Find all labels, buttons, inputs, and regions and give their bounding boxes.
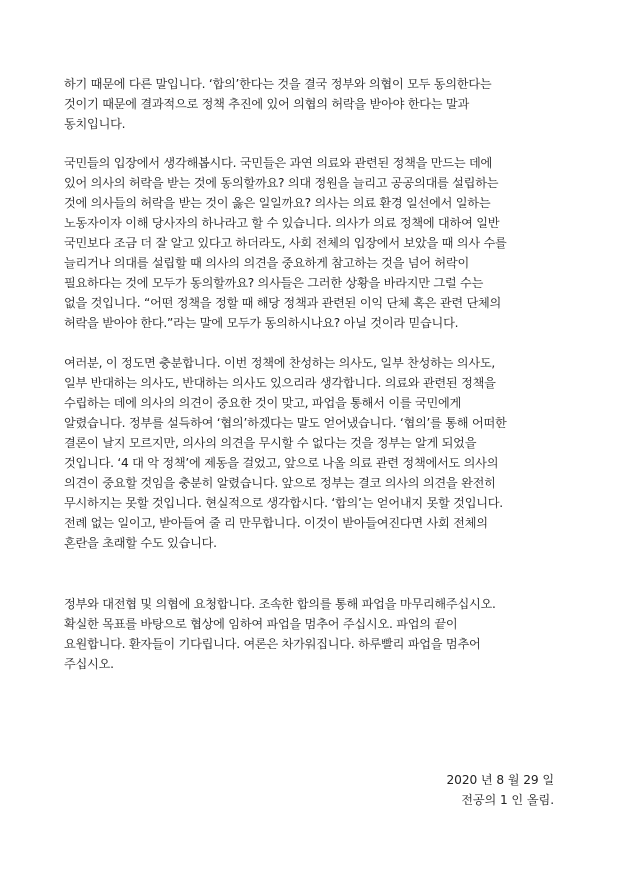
paragraph-3 [64, 353, 564, 553]
text-line: 국민들의 입장에서 생각해봅시다. 국민들은 과연 의료와 관련된 정책을 만드는 데에 [64, 156, 493, 170]
text-line: 노동자이자 이해 당사자의 하나라고 할 수 있습니다. 의사가 의료 정책에 대하여 일반 [64, 216, 500, 230]
paragraph-4 [64, 594, 564, 674]
text-line: 없을 것입니다. “어떤 정책을 정할 때 해당 정책과 관련된 이익 단체 혹은 관련 단체의 [64, 296, 502, 310]
text-line: 여러분, 이 정도면 충분합니다. 이번 정책에 찬성하는 의사도, 일부 찬성하는 의사도, [64, 356, 495, 370]
text-line: 주십시오. [64, 657, 114, 671]
text-line: 것에 의사들의 허락을 받는 것이 옳은 일일까요? 의사는 의료 환경 일선에서 일하는 [64, 196, 491, 210]
paragraph-1 [64, 74, 564, 134]
text-line: 국민보다 조금 더 잘 알고 있다고 하더라도, 사회 전체의 입장에서 보았을 때 의사 수를 [64, 236, 507, 250]
text-line: 혼란을 초래할 수도 있습니다. [64, 536, 217, 550]
text-line: 일부 반대하는 의사도, 반대하는 의사도 있으리라 생각합니다. 의료와 관련된 정책을 [64, 376, 496, 390]
text-line: 필요하다는 것에 모두가 동의할까요? 의사들은 그러한 상황을 바라지만 그럴 수는 [64, 276, 484, 290]
text-line: 알렸습니다. 정부를 설득하여 ‘협의’하겠다는 말도 얻어냈습니다. ‘협의’를 통해 어떠한 [64, 416, 507, 430]
text-line: 요원합니다. 환자들이 기다립니다. 여론은 차가워집니다. 하루빨리 파업을 멈추어 [64, 637, 481, 651]
signature-date: 2020 년 8 월 29 일 [446, 773, 554, 787]
text-line: 전례 없는 일이고, 받아들여 줄 리 만무합니다. 이것이 받아들여진다면 사회 전체의 [64, 516, 488, 530]
text-line: 확실한 목표를 바탕으로 협상에 임하여 파업을 멈추어 주십시오. 파업의 끝이 [64, 617, 458, 631]
text-line: 것이기 때문에 결과적으로 정책 추진에 있어 의협의 허락을 받아야 한다는 말과 [64, 97, 469, 111]
text-line: 늘리거나 의대를 설립할 때 의사의 의견을 중요하게 참고하는 것을 넘어 허락이 [64, 256, 469, 270]
text-line: 결론이 날지 모르지만, 의사의 의견을 무시할 수 없다는 것을 정부는 알게 되었을 [64, 436, 477, 450]
text-line: 무시하지는 못할 것입니다. 현실적으로 생각합시다. ‘합의’는 얻어내지 못할 것입니다. [64, 496, 503, 510]
text-line: 허락을 받아야 한다.”라는 말에 모두가 동의하시나요? 아닐 것이라 믿습니다. [64, 316, 459, 330]
signature-block [254, 770, 554, 810]
text-line: 수립하는 데에 의사의 의견이 중요한 것이 맞고, 파업을 통해서 이를 국민에게 [64, 396, 462, 410]
signature-author: 전공의 1 인 올림. [461, 793, 554, 807]
text-line: 있어 의사의 허락을 받는 것에 동의할까요? 의대 정원을 늘리고 공공의대를 설립하는 [64, 176, 499, 190]
text-line: 동치입니다. [64, 117, 126, 131]
text-line: 것입니다. ‘4 대 악 정책’에 제동을 걸었고, 앞으로 나올 의료 관련 정책에서도 의사의 [64, 456, 499, 470]
paragraph-2 [64, 153, 564, 333]
text-line: 하기 때문에 다른 말입니다. ‘합의’한다는 것을 결국 정부와 의협이 모두 동의한다는 [64, 77, 492, 91]
text-line: 정부와 대전협 및 의협에 요청합니다. 조속한 합의를 통해 파업을 마무리해주십시오. [64, 597, 496, 611]
text-line: 의견이 중요할 것임을 충분히 알렸습니다. 앞으로 정부는 결코 의사의 의견을 완전히 [64, 476, 496, 490]
